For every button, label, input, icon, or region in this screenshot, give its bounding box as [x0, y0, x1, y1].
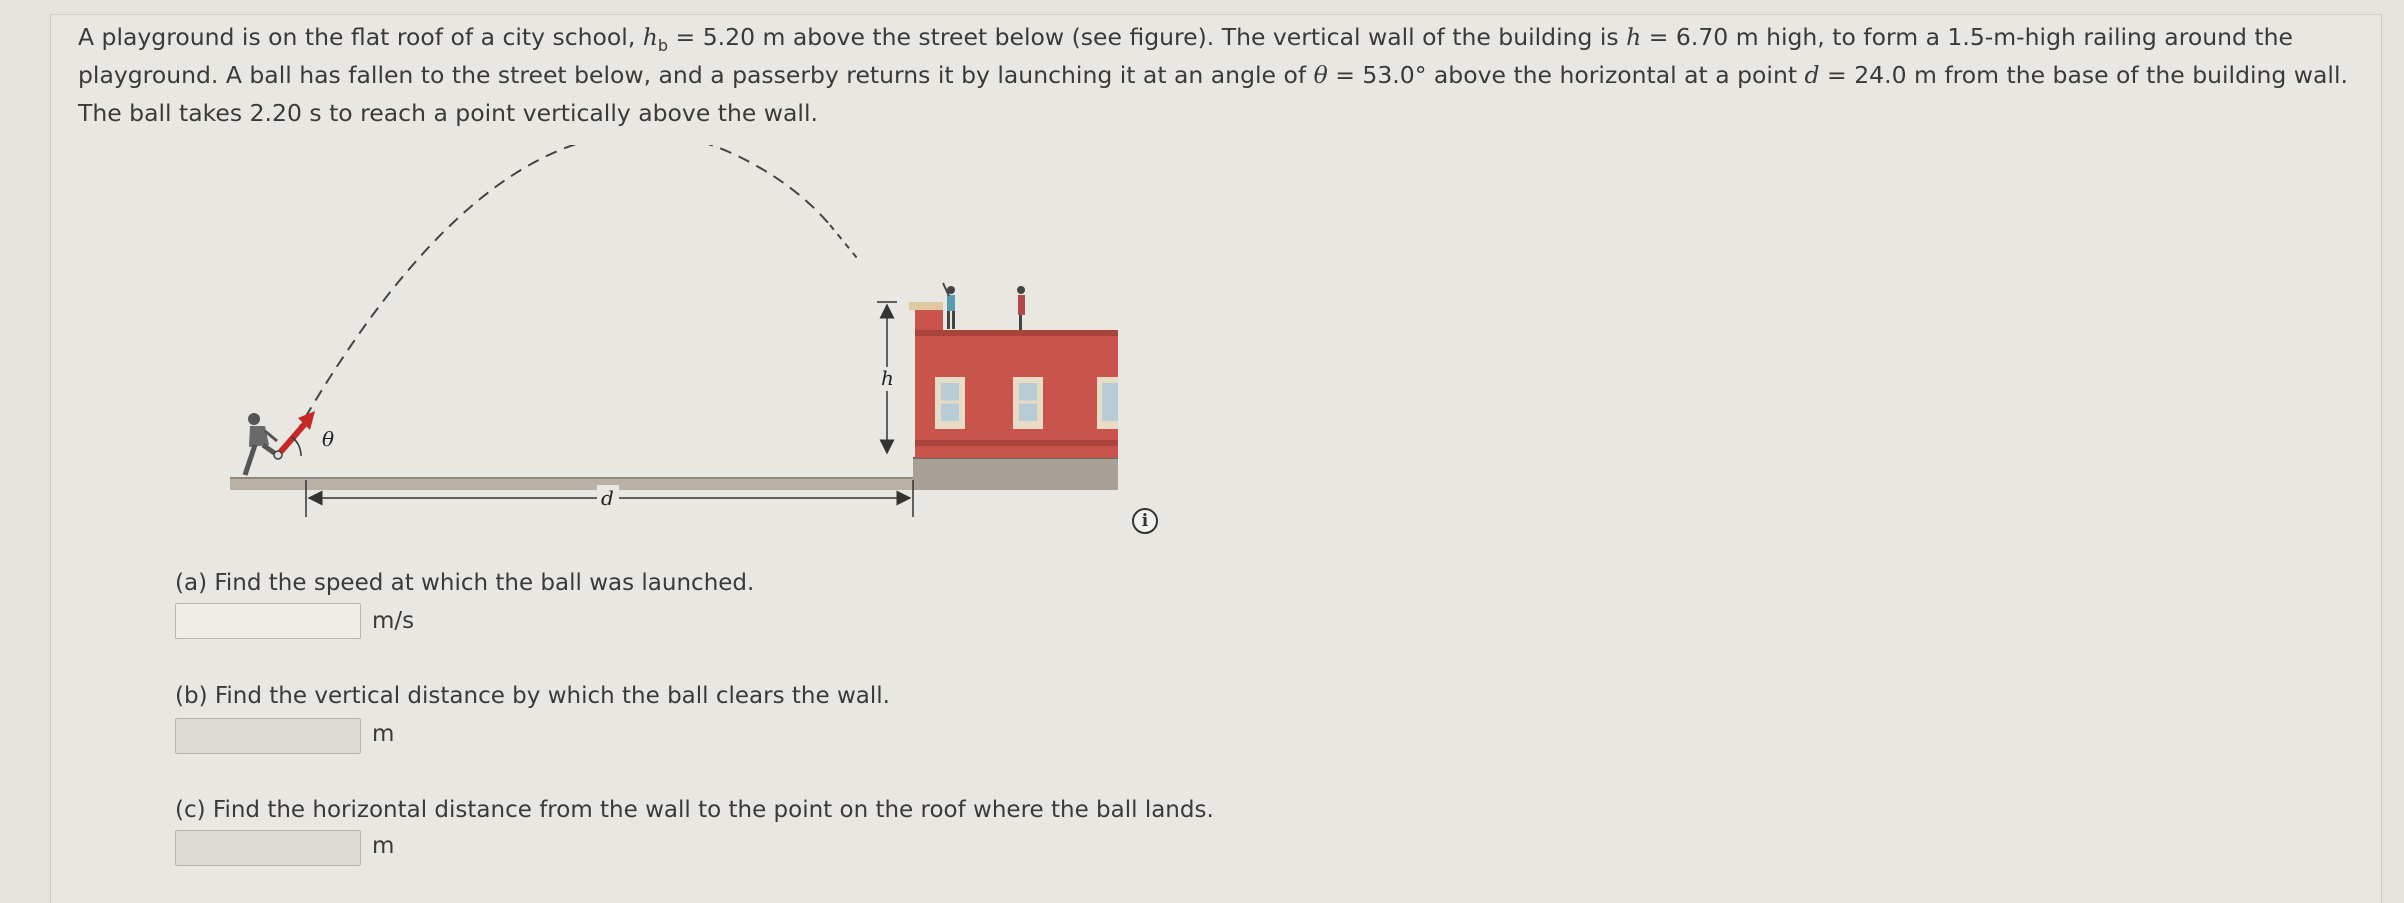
problem-text-5: = 24.0 m from the base of the building wall. The ball takes 2.20 s to reach a point vertically above the wall. [78, 61, 2348, 127]
answer-b-unit: m [372, 721, 395, 747]
info-icon[interactable]: i [1132, 508, 1158, 534]
roof-parapet [909, 302, 943, 310]
problem-text-2: = 5.20 m above the street below (see figure). The vertical wall of the building is [668, 23, 1627, 51]
building-window [1013, 377, 1043, 429]
answer-a-unit: m/s [372, 608, 415, 634]
hb-symbol: h [642, 23, 658, 51]
h-symbol: h [1626, 23, 1642, 51]
question-c-label: (c) Find the horizontal distance from the wall to the point on the roof where the ball lands. [175, 797, 1214, 823]
question-a-label: (a) Find the speed at which the ball was launched. [175, 570, 755, 596]
projectile-figure [225, 145, 1165, 545]
answer-b-input[interactable] [175, 718, 361, 754]
building-window [935, 377, 965, 429]
theta-label: θ [322, 427, 335, 451]
answer-c-input[interactable] [175, 830, 361, 866]
question-b-label: (b) Find the vertical distance by which the ball clears the wall. [175, 683, 890, 709]
roof-person [1017, 286, 1025, 330]
answer-c-unit: m [372, 833, 395, 859]
d-symbol: d [1804, 61, 1820, 89]
ball-trajectory [295, 145, 830, 435]
h-label: h [881, 366, 894, 390]
theta-symbol: θ [1313, 61, 1328, 89]
d-label: d [601, 486, 614, 510]
problem-statement [78, 18, 2358, 132]
problem-text-4: = 53.0° above the horizontal at a point [1327, 61, 1805, 89]
answer-a-input[interactable] [175, 603, 361, 639]
problem-text-3: = 6.70 m high, to form a 1.5-m-high railing around the playground. A ball has fallen to the street below, and a passerby returns it by launching it at an angle of [78, 23, 2293, 89]
building-window [1097, 377, 1118, 429]
passerby-figure [245, 413, 282, 475]
building-base [913, 458, 1118, 490]
street-ground [230, 478, 915, 490]
roof-person [943, 283, 955, 329]
problem-text-1: A playground is on the flat roof of a city school, [78, 23, 643, 51]
hb-subscript: b [657, 36, 669, 55]
